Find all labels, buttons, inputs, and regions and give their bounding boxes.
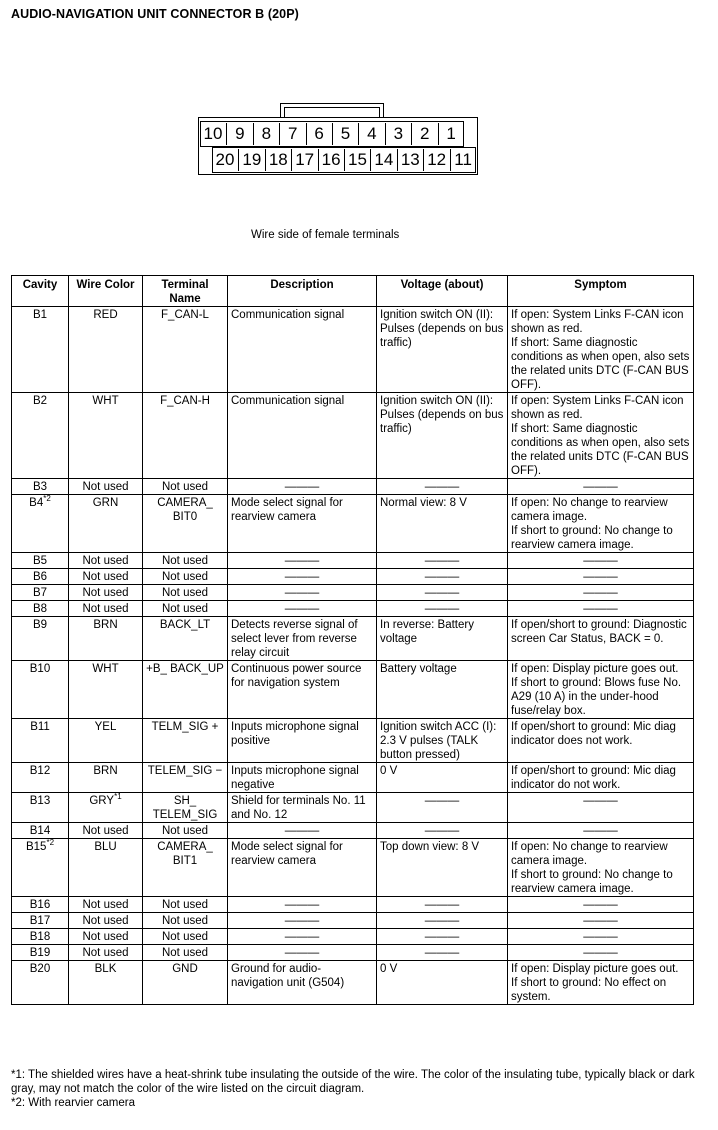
voltage-cell	[377, 569, 508, 585]
table-row	[12, 945, 694, 961]
voltage-cell	[377, 307, 508, 393]
wire-color-cell-text: GRN	[92, 497, 119, 509]
voltage-cell	[377, 897, 508, 913]
voltage-cell	[377, 601, 508, 617]
pin-9: 9	[226, 123, 252, 145]
wire-color-cell	[69, 945, 143, 961]
description-cell	[228, 913, 377, 929]
table-row	[12, 793, 694, 823]
terminal-name-cell-text: Not used	[161, 947, 209, 959]
terminal-name-cell	[143, 945, 228, 961]
cavity-cell-text: B16	[29, 899, 51, 911]
symptom-cell	[508, 585, 694, 601]
wire-color-cell	[69, 585, 143, 601]
wire-color-cell	[69, 601, 143, 617]
table-row	[12, 585, 694, 601]
description-cell-text: Detects reverse signal of select lever from reverse relay circuit	[231, 619, 358, 659]
terminal-name-cell-text: +B_ BACK_UP	[146, 663, 224, 675]
cavity-cell-text: B20	[29, 963, 51, 975]
terminal-name-cell	[143, 897, 228, 913]
voltage-cell-text: ———	[424, 795, 460, 807]
cavity-cell-text: B9	[32, 619, 48, 631]
symptom-cell	[508, 897, 694, 913]
terminal-name-cell-text: Not used	[161, 915, 209, 927]
cavity-cell-text: B11	[30, 721, 50, 733]
wire-color-cell-text: Not used	[82, 571, 129, 583]
wire-color-cell	[69, 661, 143, 719]
description-cell	[228, 479, 377, 495]
description-cell	[228, 945, 377, 961]
table-header-row	[12, 276, 694, 307]
footnote-1: *1: The shielded wires have a heat-shrink tube insulating the outside of the wire. The color of the insulating tube, typically black or dark gray, may not match the color of the wire listed on the circuit diagram.	[11, 1069, 695, 1095]
symptom-cell	[508, 601, 694, 617]
cavity-cell	[12, 479, 69, 495]
terminal-name-cell	[143, 661, 228, 719]
terminal-name-cell-text: Not used	[161, 825, 209, 837]
cavity-cell	[12, 945, 69, 961]
symptom-cell-text: ———	[583, 571, 618, 583]
terminal-name-cell	[143, 839, 228, 897]
voltage-cell-text: ———	[424, 587, 460, 599]
pin-5: 5	[332, 123, 358, 145]
table-row	[12, 929, 694, 945]
voltage-cell-text: Ignition switch ON (II): Pulses (depends on bus traffic)	[380, 309, 504, 349]
terminal-name-cell	[143, 585, 228, 601]
symptom-cell-text: ———	[583, 481, 618, 493]
symptom-cell-text: ———	[583, 825, 618, 837]
description-cell	[228, 569, 377, 585]
symptom-cell	[508, 793, 694, 823]
terminal-name-cell	[143, 719, 228, 763]
connector-diagram	[198, 103, 478, 175]
voltage-cell-text: Ignition switch ACC (I): 2.3 V pulses (TALK button pressed)	[380, 721, 497, 761]
cavity-cell	[12, 897, 69, 913]
pin-1: 1	[438, 123, 464, 145]
description-cell	[228, 495, 377, 553]
table-row	[12, 961, 694, 1005]
wire-color-cell-text: RED	[93, 309, 118, 321]
description-cell-text: Ground for audio-navigation unit (G504)	[231, 963, 345, 989]
voltage-cell	[377, 929, 508, 945]
footnote-2: *2: With rearvier camera	[11, 1097, 135, 1109]
description-cell-text: ———	[284, 587, 320, 599]
wire-color-cell-text: BRN	[93, 619, 118, 631]
terminal-name-cell-text: Not used	[161, 603, 209, 615]
symptom-cell-text: If open/short to ground: Mic diag indicator do not work.	[511, 765, 676, 791]
voltage-cell	[377, 763, 508, 793]
pin-7: 7	[279, 123, 305, 145]
pin-16: 16	[318, 149, 344, 171]
wire-color-cell	[69, 913, 143, 929]
wire-color-cell-text: BRN	[93, 765, 118, 777]
voltage-cell-text: Top down view: 8 V	[380, 841, 480, 853]
symptom-cell-text: ———	[583, 915, 618, 927]
symptom-cell-text: ———	[583, 795, 618, 807]
description-cell	[228, 553, 377, 569]
cavity-cell	[12, 913, 69, 929]
wire-color-cell	[69, 897, 143, 913]
pin-18: 18	[265, 149, 291, 171]
cavity-cell	[12, 569, 69, 585]
description-cell-text: Communication signal	[231, 309, 345, 321]
cavity-cell-text: B14	[29, 825, 51, 837]
voltage-cell-text: ———	[424, 825, 460, 837]
pin-14: 14	[370, 149, 396, 171]
description-cell	[228, 897, 377, 913]
terminal-name-cell	[143, 763, 228, 793]
voltage-cell-text: Normal view: 8 V	[380, 497, 467, 509]
cavity-cell	[12, 553, 69, 569]
cavity-cell-text: B18	[29, 931, 51, 943]
terminal-name-cell	[143, 961, 228, 1005]
pin-12: 12	[423, 149, 449, 171]
symptom-cell-text: ———	[583, 555, 618, 567]
table-row	[12, 393, 694, 479]
wire-color-cell-text: Not used	[82, 931, 129, 943]
description-cell-text: Mode select signal for rearview camera	[231, 497, 343, 523]
terminal-name-cell	[143, 601, 228, 617]
cavity-cell	[12, 793, 69, 823]
wire-color-cell	[69, 393, 143, 479]
cavity-cell-text: B4	[29, 497, 44, 509]
description-cell-text: Inputs microphone signal positive	[231, 721, 359, 747]
pin-8: 8	[253, 123, 279, 145]
wire-color-cell	[69, 961, 143, 1005]
voltage-cell	[377, 661, 508, 719]
symptom-cell-text: If open: No change to rearview camera image. If short to ground: No change to rearview camera image.	[511, 841, 673, 895]
connector-lock-tab-inner	[284, 107, 380, 117]
table-row	[12, 719, 694, 763]
symptom-cell	[508, 661, 694, 719]
wire-color-cell	[69, 823, 143, 839]
cavity-cell	[12, 585, 69, 601]
pin-3: 3	[385, 123, 411, 145]
terminal-name-cell-text: Not used	[161, 899, 209, 911]
table-row	[12, 763, 694, 793]
footnotes	[11, 1068, 701, 1110]
table-row	[12, 617, 694, 661]
symptom-cell-text: ———	[583, 947, 618, 959]
description-cell-text: ———	[284, 603, 320, 615]
table-row	[12, 601, 694, 617]
wire-color-cell-text: WHT	[92, 395, 119, 407]
description-cell-text: Mode select signal for rearview camera	[231, 841, 343, 867]
description-cell-text: Continuous power source for navigation system	[231, 663, 362, 689]
cavity-cell	[12, 763, 69, 793]
symptom-cell	[508, 307, 694, 393]
description-cell-text: ———	[284, 555, 320, 567]
description-cell	[228, 719, 377, 763]
description-cell-text: ———	[284, 825, 320, 837]
voltage-cell	[377, 495, 508, 553]
voltage-cell-text: ———	[424, 899, 460, 911]
terminal-name-cell-text: GND	[172, 963, 198, 975]
cavity-cell	[12, 823, 69, 839]
wire-color-cell	[69, 839, 143, 897]
pin-20: 20	[215, 150, 235, 169]
cavity-cell-text: B13	[29, 795, 51, 807]
terminal-name-cell	[143, 569, 228, 585]
wire-color-cell	[69, 763, 143, 793]
symptom-cell	[508, 553, 694, 569]
terminal-name-cell	[143, 495, 228, 553]
table-row	[12, 569, 694, 585]
wire-color-cell-text: Not used	[82, 899, 129, 911]
symptom-cell-text: If open: Display picture goes out. If short to ground: Blows fuse No. A29 (10 A) in the under-hood fuse/relay box.	[511, 663, 682, 717]
symptom-cell-text: ———	[583, 587, 618, 599]
voltage-cell	[377, 585, 508, 601]
terminal-name-cell-text: Not used	[161, 481, 209, 493]
cavity-cell-text: B7	[32, 587, 48, 599]
description-cell-text: ———	[284, 947, 320, 959]
voltage-cell	[377, 719, 508, 763]
voltage-cell-text: Battery voltage	[380, 663, 457, 675]
column-header-terminal-name: Terminal Name	[143, 276, 228, 307]
symptom-cell	[508, 913, 694, 929]
cavity-cell	[12, 661, 69, 719]
table-row	[12, 553, 694, 569]
voltage-cell	[377, 479, 508, 495]
cavity-cell	[12, 839, 69, 897]
wire-color-cell	[69, 569, 143, 585]
description-cell-text: ———	[284, 931, 320, 943]
wire-color-cell	[69, 719, 143, 763]
symptom-cell	[508, 479, 694, 495]
voltage-cell	[377, 839, 508, 897]
terminal-name-cell-text: F_CAN-H	[160, 395, 210, 407]
cavity-cell-text: B19	[29, 947, 51, 959]
terminal-name-cell-text: SH_ TELEM_SIG	[152, 795, 218, 821]
description-cell	[228, 961, 377, 1005]
pin-10: 10	[203, 124, 223, 143]
terminal-name-cell-text: BACK_LT	[159, 619, 211, 631]
terminal-name-cell-text: TELM_SIG +	[151, 721, 219, 733]
voltage-cell	[377, 945, 508, 961]
symptom-cell	[508, 763, 694, 793]
terminal-name-cell	[143, 307, 228, 393]
description-cell	[228, 839, 377, 897]
voltage-cell-text: ———	[424, 603, 460, 615]
symptom-cell-text: If open: Display picture goes out. If short to ground: No effect on system.	[511, 963, 679, 1003]
voltage-cell	[377, 823, 508, 839]
table-row	[12, 913, 694, 929]
page-title: AUDIO-NAVIGATION UNIT CONNECTOR B (20P)	[11, 7, 299, 21]
cavity-cell-text: B15	[25, 841, 47, 853]
table-row	[12, 479, 694, 495]
column-header-wire-color: Wire Color	[69, 276, 143, 307]
wire-color-cell-text: GRY	[89, 795, 115, 807]
cavity-cell-text: B8	[32, 603, 48, 615]
symptom-cell	[508, 495, 694, 553]
description-cell-text: ———	[284, 481, 320, 493]
cavity-cell-text: B10	[29, 663, 51, 675]
cavity-cell	[12, 495, 69, 553]
terminal-name-cell	[143, 479, 228, 495]
cavity-cell-text: B17	[29, 915, 51, 927]
table-row	[12, 897, 694, 913]
voltage-cell-text: 0 V	[380, 765, 398, 777]
terminal-name-cell	[143, 913, 228, 929]
voltage-cell-text: ———	[424, 915, 460, 927]
table-body	[12, 307, 694, 1005]
cavity-cell-text: B1	[32, 309, 48, 321]
symptom-cell-text: If open: System Links F-CAN icon shown as red. If short: Same diagnostic conditions as when open, also sets the related units DTC (F-CAN BUS OFF).	[511, 309, 690, 391]
cavity-cell-text: B12	[29, 765, 51, 777]
column-header-description: Description	[228, 276, 377, 307]
symptom-cell	[508, 839, 694, 897]
description-cell	[228, 823, 377, 839]
symptom-cell-text: If open: No change to rearview camera image. If short to ground: No change to rearview camera image.	[511, 497, 673, 551]
symptom-cell	[508, 929, 694, 945]
cavity-cell	[12, 601, 69, 617]
voltage-cell-text: ———	[424, 947, 460, 959]
symptom-cell	[508, 823, 694, 839]
cavity-cell-text: B2	[32, 395, 48, 407]
voltage-cell-text: ———	[424, 555, 460, 567]
terminal-name-cell-text: F_CAN-L	[161, 309, 209, 321]
footnote-marker: *1	[114, 792, 122, 802]
terminal-name-cell-text: CAMERA_ BIT0	[157, 497, 213, 523]
symptom-cell	[508, 569, 694, 585]
voltage-cell	[377, 393, 508, 479]
wire-color-cell-text: Not used	[82, 587, 129, 599]
wire-color-cell	[69, 479, 143, 495]
symptom-cell	[508, 617, 694, 661]
wire-color-cell-text: Not used	[82, 947, 129, 959]
symptom-cell-text: If open/short to ground: Mic diag indicator does not work.	[511, 721, 676, 747]
description-cell	[228, 601, 377, 617]
wire-color-cell-text: BLU	[94, 841, 117, 853]
voltage-cell	[377, 553, 508, 569]
table-row	[12, 839, 694, 897]
description-cell	[228, 661, 377, 719]
connector-caption: Wire side of female terminals	[251, 229, 400, 241]
terminal-name-cell-text: CAMERA_ BIT1	[157, 841, 213, 867]
description-cell	[228, 585, 377, 601]
wire-color-cell-text: YEL	[94, 721, 117, 733]
wire-color-cell	[69, 307, 143, 393]
description-cell	[228, 393, 377, 479]
footnote-marker: *2	[43, 494, 51, 504]
pin-13: 13	[397, 149, 423, 171]
terminal-name-cell	[143, 393, 228, 479]
wire-color-cell-text: Not used	[82, 825, 129, 837]
symptom-cell-text: ———	[583, 931, 618, 943]
symptom-cell	[508, 945, 694, 961]
cavity-cell	[12, 393, 69, 479]
cavity-cell	[12, 719, 69, 763]
voltage-cell-text: ———	[424, 571, 460, 583]
cavity-cell	[12, 929, 69, 945]
terminal-name-cell-text: Not used	[161, 555, 209, 567]
pin-11: 11	[450, 149, 476, 171]
terminal-name-cell	[143, 793, 228, 823]
description-cell	[228, 763, 377, 793]
voltage-cell-text: ———	[424, 931, 460, 943]
terminal-name-cell	[143, 617, 228, 661]
symptom-cell-text: If open: System Links F-CAN icon shown as red. If short: Same diagnostic conditions as when open, also sets the related units DTC (F-CAN BUS OFF).	[511, 395, 690, 477]
voltage-cell-text: ———	[424, 481, 460, 493]
table-row	[12, 495, 694, 553]
pin-15: 15	[344, 149, 370, 171]
cavity-cell-text: B3	[32, 481, 48, 493]
description-cell-text: Shield for terminals No. 11 and No. 12	[231, 795, 366, 821]
pin-17: 17	[291, 149, 317, 171]
symptom-cell-text: ———	[583, 899, 618, 911]
cavity-cell-text: B6	[32, 571, 48, 583]
description-cell	[228, 617, 377, 661]
symptom-cell	[508, 393, 694, 479]
voltage-cell-text: Ignition switch ON (II): Pulses (depends on bus traffic)	[380, 395, 504, 435]
wire-color-cell	[69, 553, 143, 569]
column-header-voltage: Voltage (about)	[377, 276, 508, 307]
voltage-cell	[377, 617, 508, 661]
column-header-cavity: Cavity	[12, 276, 69, 307]
symptom-cell-text: ———	[583, 603, 618, 615]
cavity-cell	[12, 961, 69, 1005]
terminal-table	[11, 275, 694, 1005]
pin-4: 4	[358, 123, 384, 145]
cavity-cell	[12, 617, 69, 661]
wire-color-cell-text: Not used	[82, 481, 129, 493]
wire-color-cell-text: Not used	[82, 603, 129, 615]
cavity-cell	[12, 307, 69, 393]
table-row	[12, 307, 694, 393]
symptom-cell	[508, 719, 694, 763]
terminal-name-cell	[143, 553, 228, 569]
wire-color-cell	[69, 617, 143, 661]
voltage-cell-text: In reverse: Battery voltage	[380, 619, 474, 645]
terminal-name-cell-text: Not used	[161, 587, 209, 599]
description-cell-text: ———	[284, 571, 320, 583]
description-cell-text: Communication signal	[231, 395, 345, 407]
description-cell-text: Inputs microphone signal negative	[231, 765, 359, 791]
description-cell	[228, 307, 377, 393]
description-cell-text: ———	[284, 915, 320, 927]
pin-6: 6	[306, 123, 332, 145]
wire-color-cell-text: Not used	[82, 915, 129, 927]
pin-19: 19	[238, 149, 264, 171]
wire-color-cell	[69, 929, 143, 945]
pin-2: 2	[411, 123, 437, 145]
wire-color-cell-text: WHT	[92, 663, 119, 675]
terminal-name-cell-text: TELEM_SIG −	[147, 765, 223, 777]
voltage-cell	[377, 793, 508, 823]
description-cell-text: ———	[284, 899, 320, 911]
wire-color-cell	[69, 793, 143, 823]
wire-color-cell-text: BLK	[94, 963, 117, 975]
terminal-name-cell-text: Not used	[161, 931, 209, 943]
voltage-cell	[377, 913, 508, 929]
wire-color-cell-text: Not used	[82, 555, 129, 567]
terminal-name-cell-text: Not used	[161, 571, 209, 583]
table-row	[12, 661, 694, 719]
description-cell	[228, 793, 377, 823]
table-row	[12, 823, 694, 839]
terminal-name-cell	[143, 929, 228, 945]
column-header-symptom: Symptom	[508, 276, 694, 307]
description-cell	[228, 929, 377, 945]
footnote-marker: *2	[46, 838, 55, 848]
wire-color-cell	[69, 495, 143, 553]
voltage-cell	[377, 961, 508, 1005]
symptom-cell-text: If open/short to ground: Diagnostic screen Car Status, BACK = 0.	[511, 619, 687, 645]
voltage-cell-text: 0 V	[380, 963, 398, 975]
terminal-name-cell	[143, 823, 228, 839]
cavity-cell-text: B5	[32, 555, 48, 567]
symptom-cell	[508, 961, 694, 1005]
